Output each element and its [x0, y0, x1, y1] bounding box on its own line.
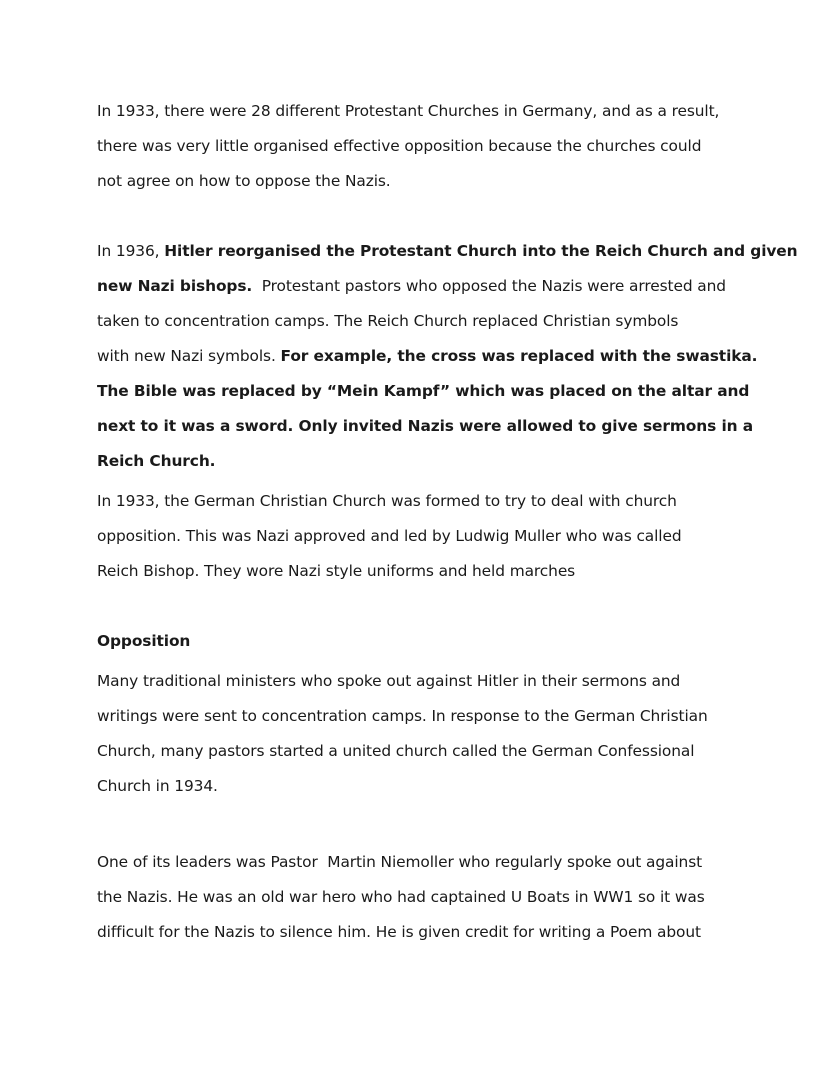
text-line: opposition. This was Nazi approved and led by Ludwig Muller who was called	[97, 527, 682, 545]
text-line	[97, 339, 758, 374]
text-line: Reich Bishop. They wore Nazi style uniforms and held marches	[97, 562, 576, 580]
document-page	[97, 94, 798, 950]
text-run: with new Nazi symbols.	[97, 347, 281, 365]
bold-text-run: Hitler reorganised the Protestant Church into the Reich Church and given	[164, 242, 798, 260]
text-line: In 1933, there were 28 different Protestant Churches in Germany, and as a result,	[97, 102, 720, 120]
paragraph-protestant-churches	[97, 94, 747, 199]
text-line: next to it was a sword. Only invited Nazis were allowed to give sermons in a	[97, 417, 754, 435]
bold-text-run: new Nazi bishops.	[97, 277, 253, 295]
bold-text-run: For example, the cross was replaced with the swastika.	[280, 347, 758, 365]
text-line: One of its leaders was Pastor Martin Niemoller who regularly spoke out against	[97, 853, 703, 871]
paragraph-niemoller	[97, 845, 747, 950]
text-line: Many traditional ministers who spoke out against Hitler in their sermons and	[97, 672, 681, 690]
paragraph-german-christian-church	[97, 484, 747, 589]
text-line: writings were sent to concentration camps. In response to the German Christian	[97, 707, 708, 725]
text-line: the Nazis. He was an old war hero who had captained U Boats in WW1 so it was	[97, 888, 705, 906]
text-line: In 1933, the German Christian Church was formed to try to deal with church	[97, 492, 677, 510]
text-line: Church, many pastors started a united church called the German Confessional	[97, 742, 695, 760]
text-line: The Bible was replaced by “Mein Kampf” which was placed on the altar and	[97, 382, 750, 400]
text-line: Reich Church.	[97, 452, 216, 470]
text-run: In 1936,	[97, 242, 165, 260]
paragraph-opposition	[97, 664, 747, 804]
section-heading-opposition: Opposition	[97, 632, 191, 650]
text-run: Protestant pastors who opposed the Nazis were arrested and	[252, 277, 726, 295]
text-line: difficult for the Nazis to silence him. He is given credit for writing a Poem about	[97, 923, 701, 941]
text-line: there was very little organised effective opposition because the churches could	[97, 137, 702, 155]
text-line: not agree on how to oppose the Nazis.	[97, 172, 391, 190]
text-line	[97, 269, 747, 304]
text-line	[97, 234, 798, 269]
text-line: taken to concentration camps. The Reich Church replaced Christian symbols	[97, 312, 679, 330]
text-line: Church in 1934.	[97, 777, 218, 795]
paragraph-reich-church	[97, 234, 798, 479]
